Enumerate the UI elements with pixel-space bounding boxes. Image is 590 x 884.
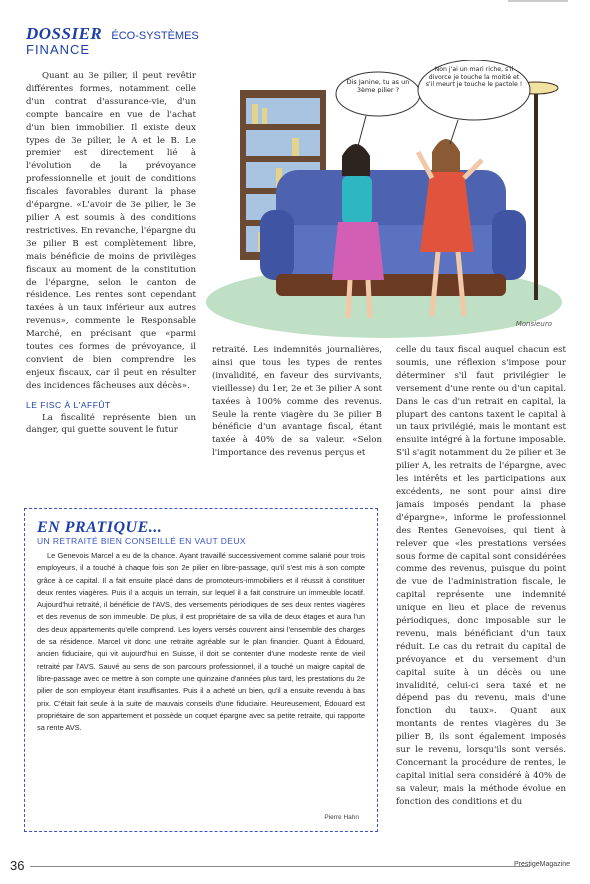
magazine-brand: PrestigeMagazine (513, 861, 570, 868)
right-bubble-text: Non j'ai un mari riche, s'il divorce je touche la moitié et s'il meurt je touche le pactole ! (425, 66, 523, 89)
sofa-seat (266, 225, 516, 275)
section-header (26, 24, 199, 57)
article-paragraph: Quant au 3e pilier, il peut revêtir différentes formes, notamment celle d'un contrat d'assurance-vie, d'un compte bancaire en vue de l'achat d'un bien immobilier. Il existe deux types de 3e pilier, le A et le B. Le premier est directement lié à l'évolution de la prévoyance professionnelle et jouit de conditions fiscales favorables durant la phase d'épargne. «L'avoir de 3e pilier, le 3e pilier A est soumis à des conditions restrictives. En revanche, l'épargne du 3e pilier B est complètement libre, mais bénéficie de moins de privilèges fiscaux au moment de la constitution de l'épargne, selon le canton de résidence. Les rentes sont cependant taxées à un taux inférieur aux autres revenus», commente le Responsable Marché, en précisant que «parmi toutes ces formes de prévoyance, il convient de bien comprendre les enjeux fiscaux, car il peut en résulter des incidences fâcheuses aux décès». (26, 71, 196, 391)
cartoon-illustration (206, 60, 568, 338)
top-rule (508, 0, 568, 2)
illustrator-signature: Monsieuro (515, 320, 552, 328)
box-subtitle: UN RETRAITÉ BIEN CONSEILLÉ EN VAUT DEUX (37, 536, 246, 546)
article-column-1 (26, 70, 196, 500)
category-label: FINANCE (26, 42, 91, 57)
page-number: 36 (10, 858, 25, 873)
footer-rule (30, 866, 530, 867)
article-column-2 (212, 344, 382, 500)
sofa-base (276, 274, 506, 296)
left-woman-top (342, 176, 372, 224)
dossier-label: DOSSIER (26, 24, 103, 43)
left-woman-skirt (332, 222, 384, 280)
article-subheading: LE FISC À L'AFFÛT (26, 399, 111, 410)
article-paragraph: retraité. Les indemnités journalières, ainsi que tous les types de rentes (invalidité, en faveur des survivants, vieillesse) du 1er, 2e et 3e pilier A sont taxées à 100% comme des revenus. Seule la rente viagère du 3e pilier B bénéficie d'un avantage fiscal, étant taxée à 40% de sa valeur. «Selon l'importance des revenus perçus et (212, 345, 382, 459)
article-paragraph: La fiscalité représente bien un danger, qui guette souvent le futur (26, 412, 196, 436)
left-bubble-text: Dis Janine, tu as un 3ème pilier ? (346, 78, 410, 94)
section-label: ÉCO-SYSTÈMES (111, 30, 199, 42)
box-signature: Pierre Hahn (324, 814, 359, 821)
article-paragraph: celle du taux fiscal auquel chacun est soumis, une réflexion s'impose pour déterminer s'il faut privilégier le versement d'une rente ou d'un capital. Dans le cas d'un retrait en capital, la plupart des cantons taxent le capital à un taux privilégié, mais le montant est ensuite intégré à la fortune imposable. S'il s'agit notamment du 2e pilier et 3e pilier A, les retraits de l'épargne, avec les intérêts et les participations aux excédents, ne sont pour ainsi dire jamais imposés pendant la phase d'épargne», informe le professionnel des Rentes Genevoises, qui tient à relever que «les prestations versées sous forme de capital sont considérées comme des revenus, puisque du point de vue de l'administration fiscale, le capital représente une indemnité unique en lieu et place de revenus périodiques, donc imposable sur le revenu, mais bénéficiant d'un taux réduit. Le cas du retrait du capital de prévoyance et du versement d'un capital suite à un décès ou une invalidité, celui-ci sera taxé et ne dépend pas du revenu, mais d'une fonction du taux». Quant aux montants de rentes viagères du 3e pilier B, ils sont également imposés sur le revenu, lorsqu'ils sont versés. Concernant la procédure de rentes, le capital initial sera considéré à 40% de sa valeur, mais la méthode évolue en fonction des conditions et du (396, 345, 566, 807)
article-column-3 (396, 344, 566, 854)
box-body: Le Genevois Marcel a eu de la chance. Ayant travaillé successivement comme salarié pour trois employeurs, il a touché à chaque fois son 2e pilier en libre-passage, qu'il s'est mis à son compte grâce à ce capital. Il a fait ensuite placé dans de promoteurs-immobiliers et il réussit à constituer deux rentes viagères. Puis il a acquis un terrain, sur lequel il a fait construire un immeuble locatif. Aujourd'hui retraité, il bénéficie de l'AVS, des versements périodiques de ses deux rentes viagères et des revenus de son immeuble. De plus, il est propriétaire de sa villa de deux étages et aura l'un des deux appartements qu'elle comprend. Les loyers versés couvrent ainsi l'ensemble des charges de sa résidence. Marcel vit donc une retraite agréable sur le plan financier. Quant à Édouard, ancien fiduciaire, qui vit aujourd'hui en Suisse, il doit se contenter d'une modeste rente de vieil retraité par l'AVS. Sauvé au sens de son parcours professionnel, il a touché un maigre capital de libre-passage avec ce mettre à son compte une quinzaine d'années plus tard, les prestations du 2e pilier de son employeur étant insuffisantes. Puis il a acheté un bien, qu'il a ensuite revendu à bas prix. C'était fait seule à la suite de mauvais conseils d'une fiduciaire. Heureusement, Édouard est propriétaire de son appartement et possède un coquet épargne avec sa petite retraite, qui rapporte sa rente AVS. (37, 551, 365, 733)
box-title: EN PRATIQUE... (37, 519, 163, 536)
practical-box (24, 508, 378, 832)
